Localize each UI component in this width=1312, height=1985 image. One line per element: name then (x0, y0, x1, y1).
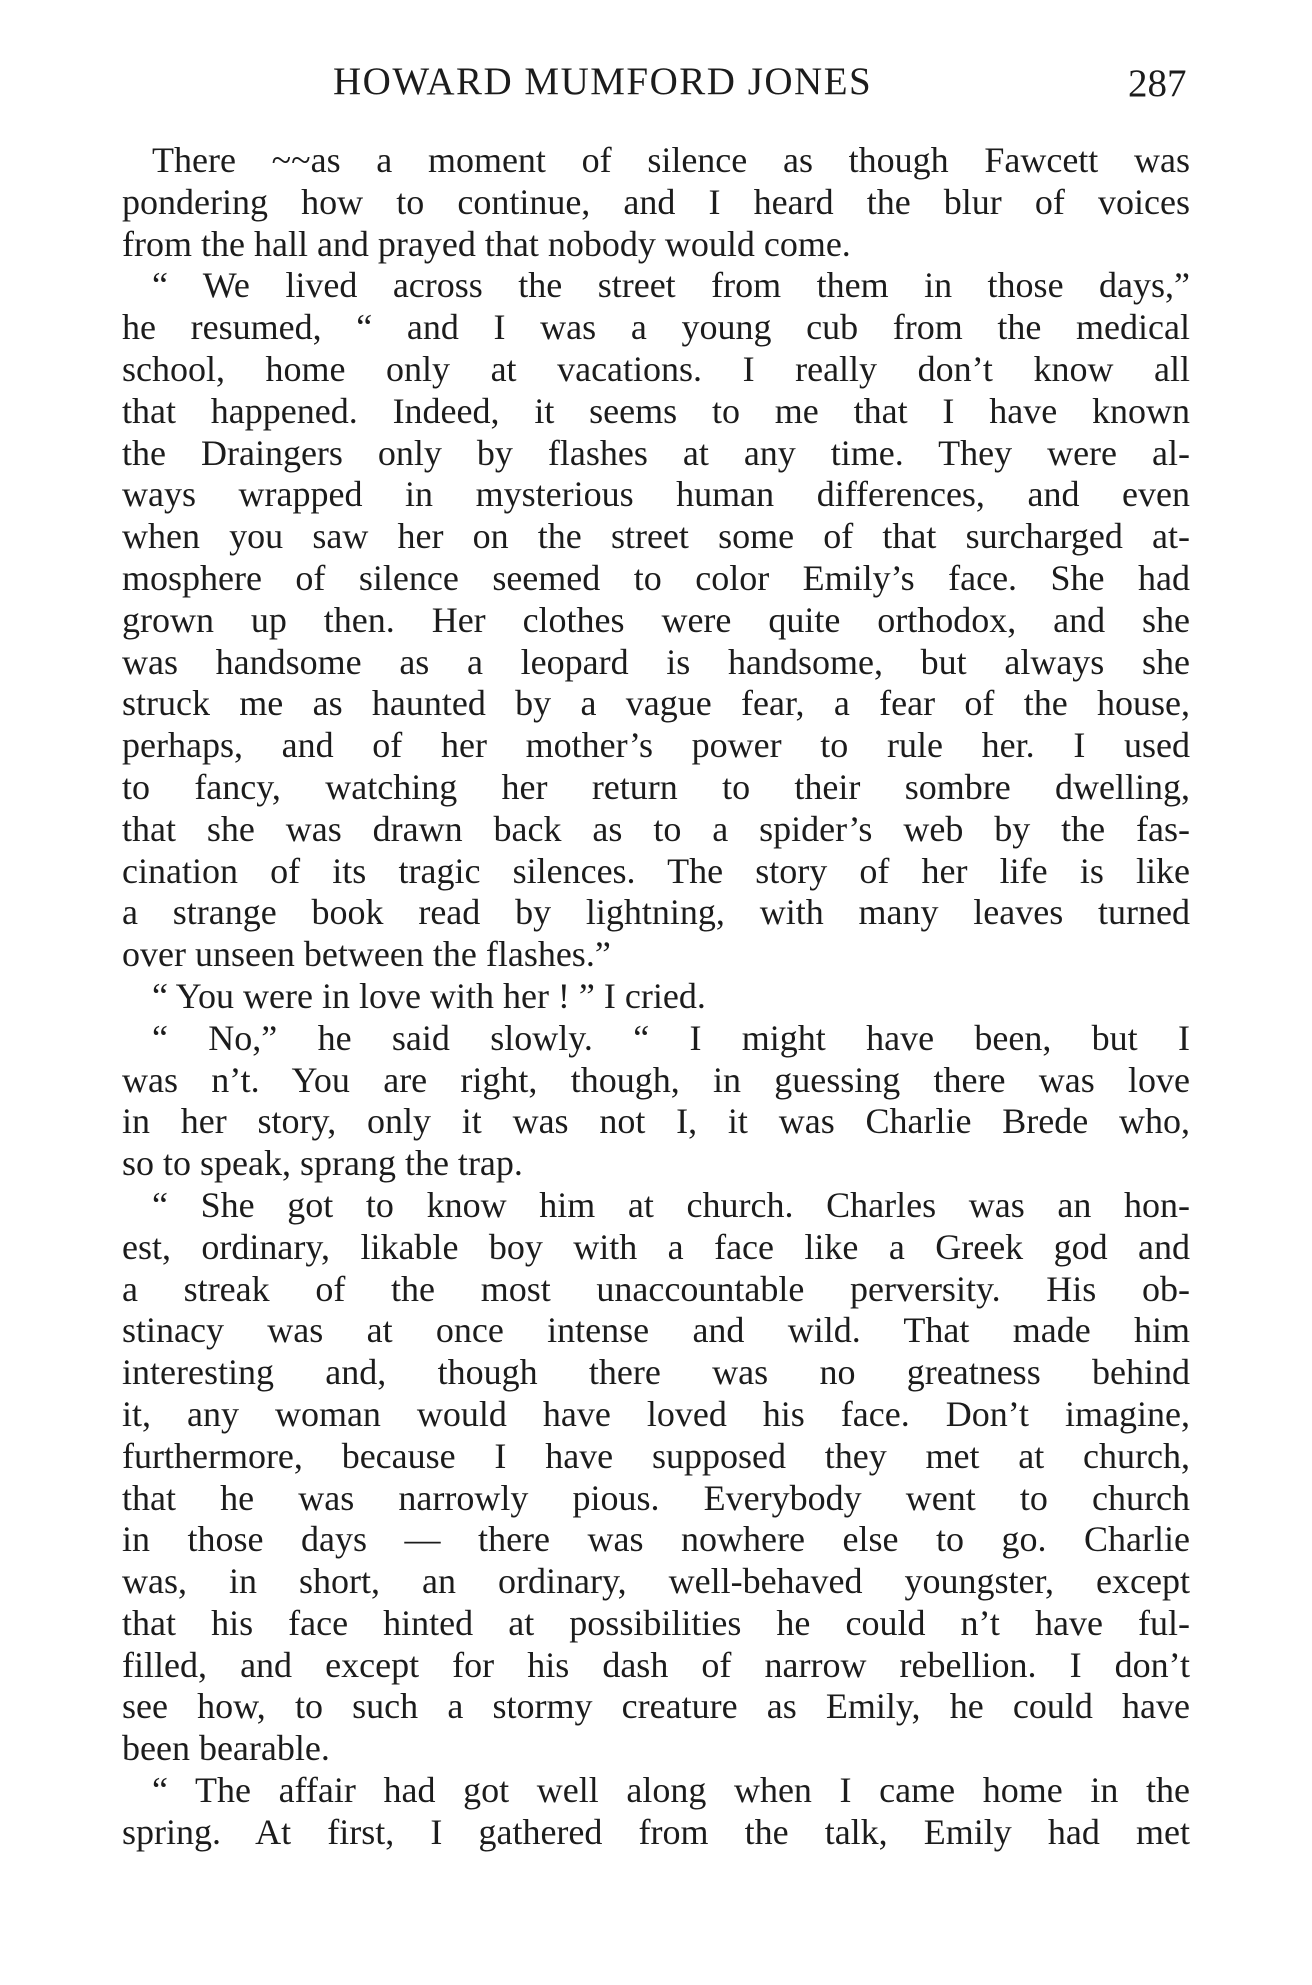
text-line: been bearable. (122, 1728, 330, 1769)
text-line: a strange book read by lightning, with many leaves turned (122, 892, 1190, 933)
text-line: so to speak, sprang the trap. (122, 1143, 523, 1184)
text-line: that his face hinted at possibilities he could n’t have ful- (122, 1602, 1190, 1643)
text-line: struck me as haunted by a vague fear, a fear of the house, (122, 683, 1190, 724)
text-line: school, home only at vacations. I really don’t know all (122, 348, 1190, 389)
text-line: grown up then. Her clothes were quite orthodox, and she (122, 599, 1190, 640)
text-line: stinacy was at once intense and wild. That made him (122, 1310, 1190, 1351)
text-line: a streak of the most unaccountable perversity. His ob- (122, 1268, 1190, 1309)
text-line: filled, and except for his dash of narrow rebellion. I don’t (122, 1644, 1190, 1685)
text-line: from the hall and prayed that nobody would come. (122, 223, 851, 264)
text-line: There ~~as a moment of silence as though Fawcett was (152, 140, 1190, 180)
text-line: “ We lived across the street from them in those days,” (152, 265, 1190, 306)
text-line: ways wrapped in mysterious human differences, and even (122, 474, 1190, 515)
text-line: “ The affair had got well along when I came home in the (152, 1770, 1190, 1811)
text-line: interesting and, though there was no greatness behind (122, 1352, 1190, 1393)
text-line: spring. At first, I gathered from the talk, Emily had met (122, 1811, 1190, 1852)
text-line: that she was drawn back as to a spider’s web by the fas- (122, 808, 1190, 849)
page-number: 287 (1128, 62, 1187, 105)
text-line: when you saw her on the street some of that surcharged at- (122, 516, 1190, 557)
text-line: est, ordinary, likable boy with a face like a Greek god and (122, 1226, 1190, 1267)
text-line: “ She got to know him at church. Charles was an hon- (152, 1184, 1190, 1225)
text-line: “ No,” he said slowly. “ I might have been, but I (152, 1017, 1190, 1058)
text-line: in her story, only it was not I, it was Charlie Brede who, (122, 1101, 1190, 1142)
text-line: “ You were in love with her ! ” I cried. (152, 975, 706, 1016)
running-title: HOWARD MUMFORD JONES (333, 60, 873, 103)
text-line: it, any woman would have loved his face. Don’t imagine, (122, 1393, 1190, 1434)
text-line: was, in short, an ordinary, well-behaved youngster, except (122, 1561, 1190, 1602)
body-text (122, 140, 1190, 1854)
text-line: the Draingers only by flashes at any time. They were al- (122, 432, 1190, 473)
text-line: furthermore, because I have supposed they met at church, (122, 1435, 1190, 1476)
text-line: was n’t. You are right, though, in guessing there was love (122, 1059, 1190, 1100)
text-line: over unseen between the flashes.” (122, 934, 611, 975)
running-header (0, 58, 1312, 106)
text-line: he resumed, “ and I was a young cub from the medical (122, 307, 1190, 348)
text-line: was handsome as a leopard is handsome, but always she (122, 641, 1190, 682)
text-line: perhaps, and of her mother’s power to rule her. I used (122, 725, 1190, 766)
text-line: pondering how to continue, and I heard the blur of voices (122, 181, 1190, 222)
text-line: that happened. Indeed, it seems to me that I have known (122, 390, 1190, 431)
text-line: cination of its tragic silences. The story of her life is like (122, 850, 1190, 891)
text-line: that he was narrowly pious. Everybody went to church (122, 1477, 1190, 1518)
text-line: in those days — there was nowhere else to go. Charlie (122, 1519, 1190, 1560)
text-line: see how, to such a stormy creature as Emily, he could have (122, 1686, 1190, 1727)
text-line: mosphere of silence seemed to color Emily’s face. She had (122, 557, 1190, 598)
text-line: to fancy, watching her return to their sombre dwelling, (122, 766, 1190, 807)
